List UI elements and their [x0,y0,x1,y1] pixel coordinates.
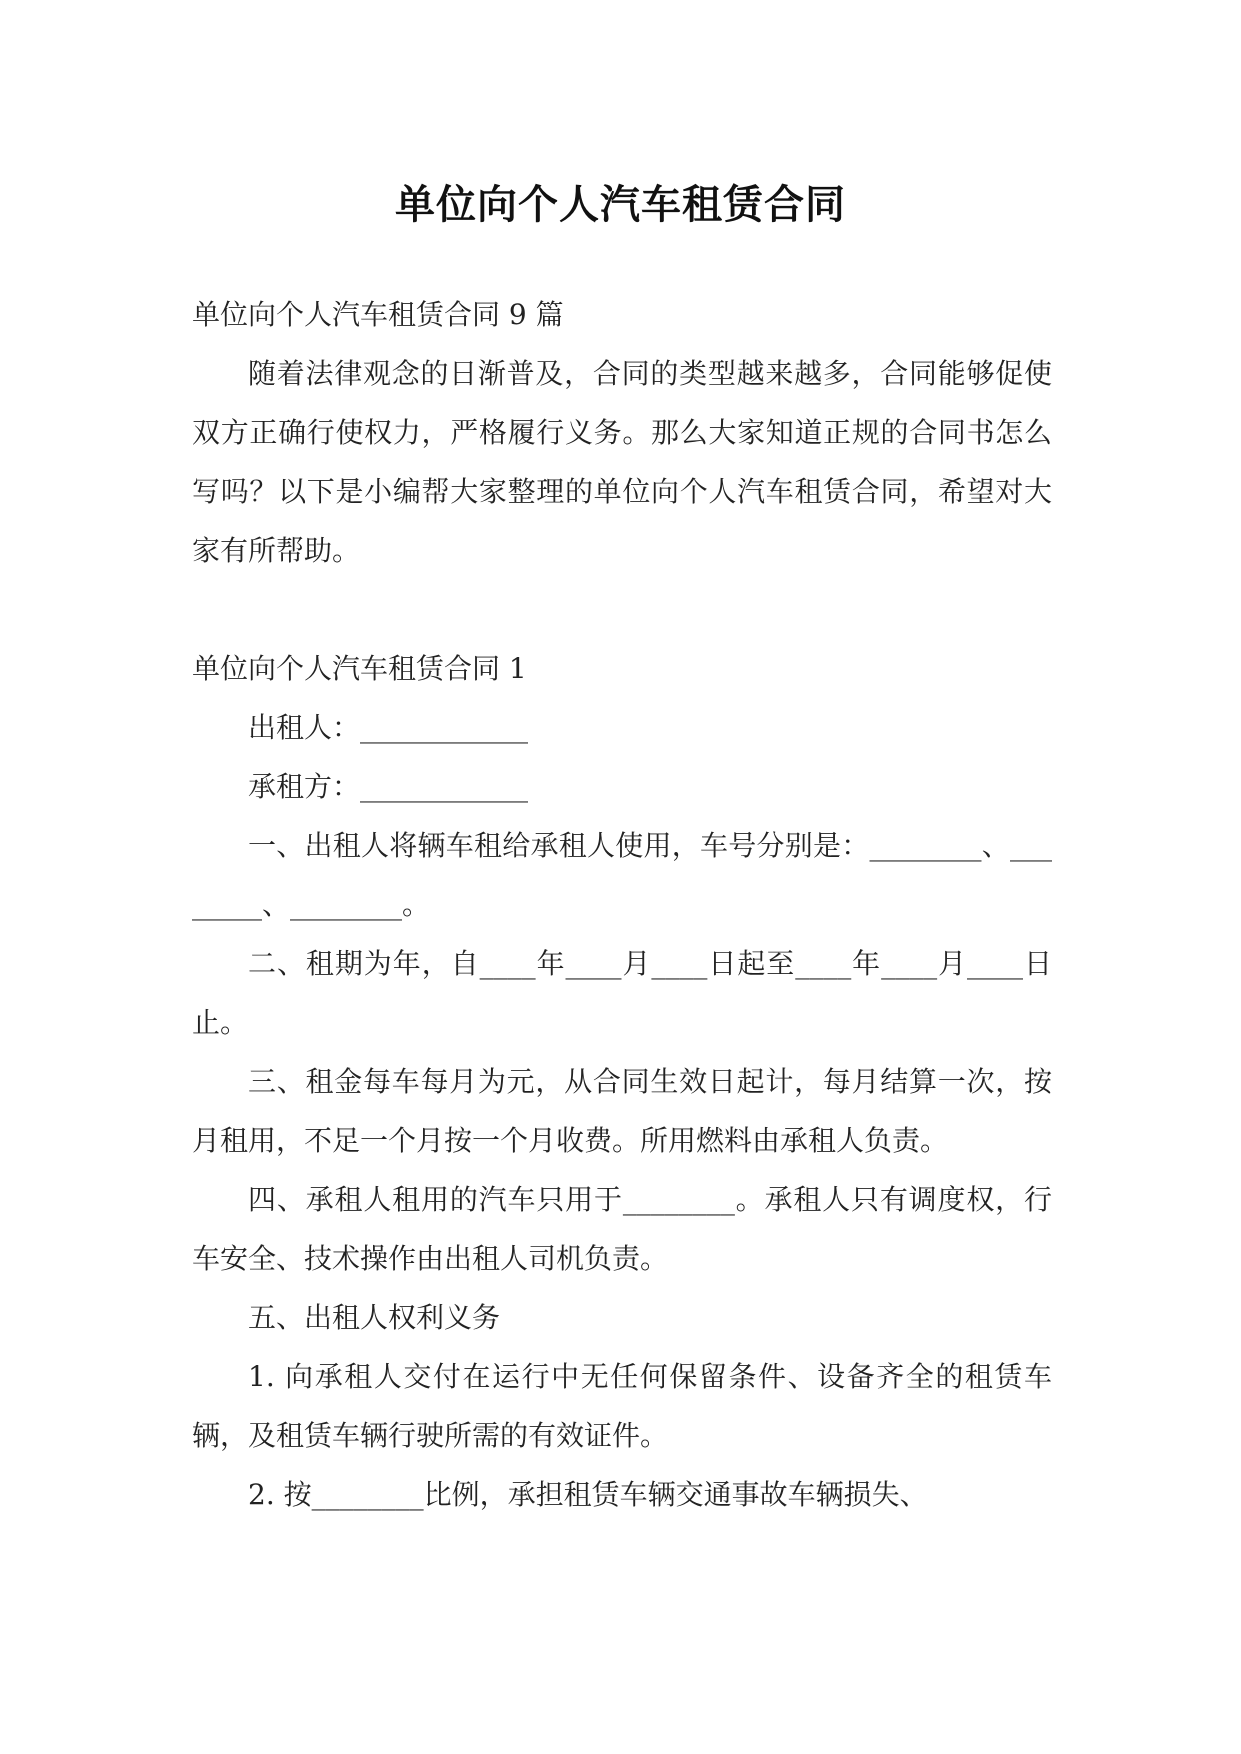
document-body [192,285,1052,1524]
clause-3: 三、租金每车每月为元，从合同生效日起计，每月结算一次，按月租用，不足一个月按一个月收费。所用燃料由承租人负责。 [192,1065,1052,1157]
clause-4: 四、承租人租用的汽车只用于________。承租人只有调度权，行车安全、技术操作由出租人司机负责。 [192,1183,1052,1275]
clause-2: 二、租期为年，自____年____月____日起至____年____月____日止。 [192,947,1052,1039]
lessor-line: 出租人：____________ [248,711,529,744]
document-title: 单位向个人汽车租赁合同 [395,180,846,228]
intro-paragraph: 随着法律观念的日渐普及，合同的类型越来越多，合同能够促使双方正确行使权力，严格履行义务。那么大家知道正规的合同书怎么写吗？以下是小编帮大家整理的单位向个人汽车租赁合同，希望对大家有所帮助。 [192,357,1052,567]
document-subtitle: 单位向个人汽车租赁合同 9 篇 [192,298,564,331]
clause-5-item-1: 1. 向承租人交付在运行中无任何保留条件、设备齐全的租赁车辆，及租赁车辆行驶所需的有效证件。 [192,1360,1052,1452]
clause-5-item-2: 2. 按________比例，承担租赁车辆交通事故车辆损失、 [248,1478,928,1511]
lessee-line: 承租方：____________ [248,770,529,803]
section-heading: 单位向个人汽车租赁合同 1 [192,652,527,685]
clause-5-heading: 五、出租人权利义务 [248,1301,501,1334]
clause-1: 一、出租人将辆车租给承租人使用，车号分别是：________、________、________。 [192,829,1052,921]
